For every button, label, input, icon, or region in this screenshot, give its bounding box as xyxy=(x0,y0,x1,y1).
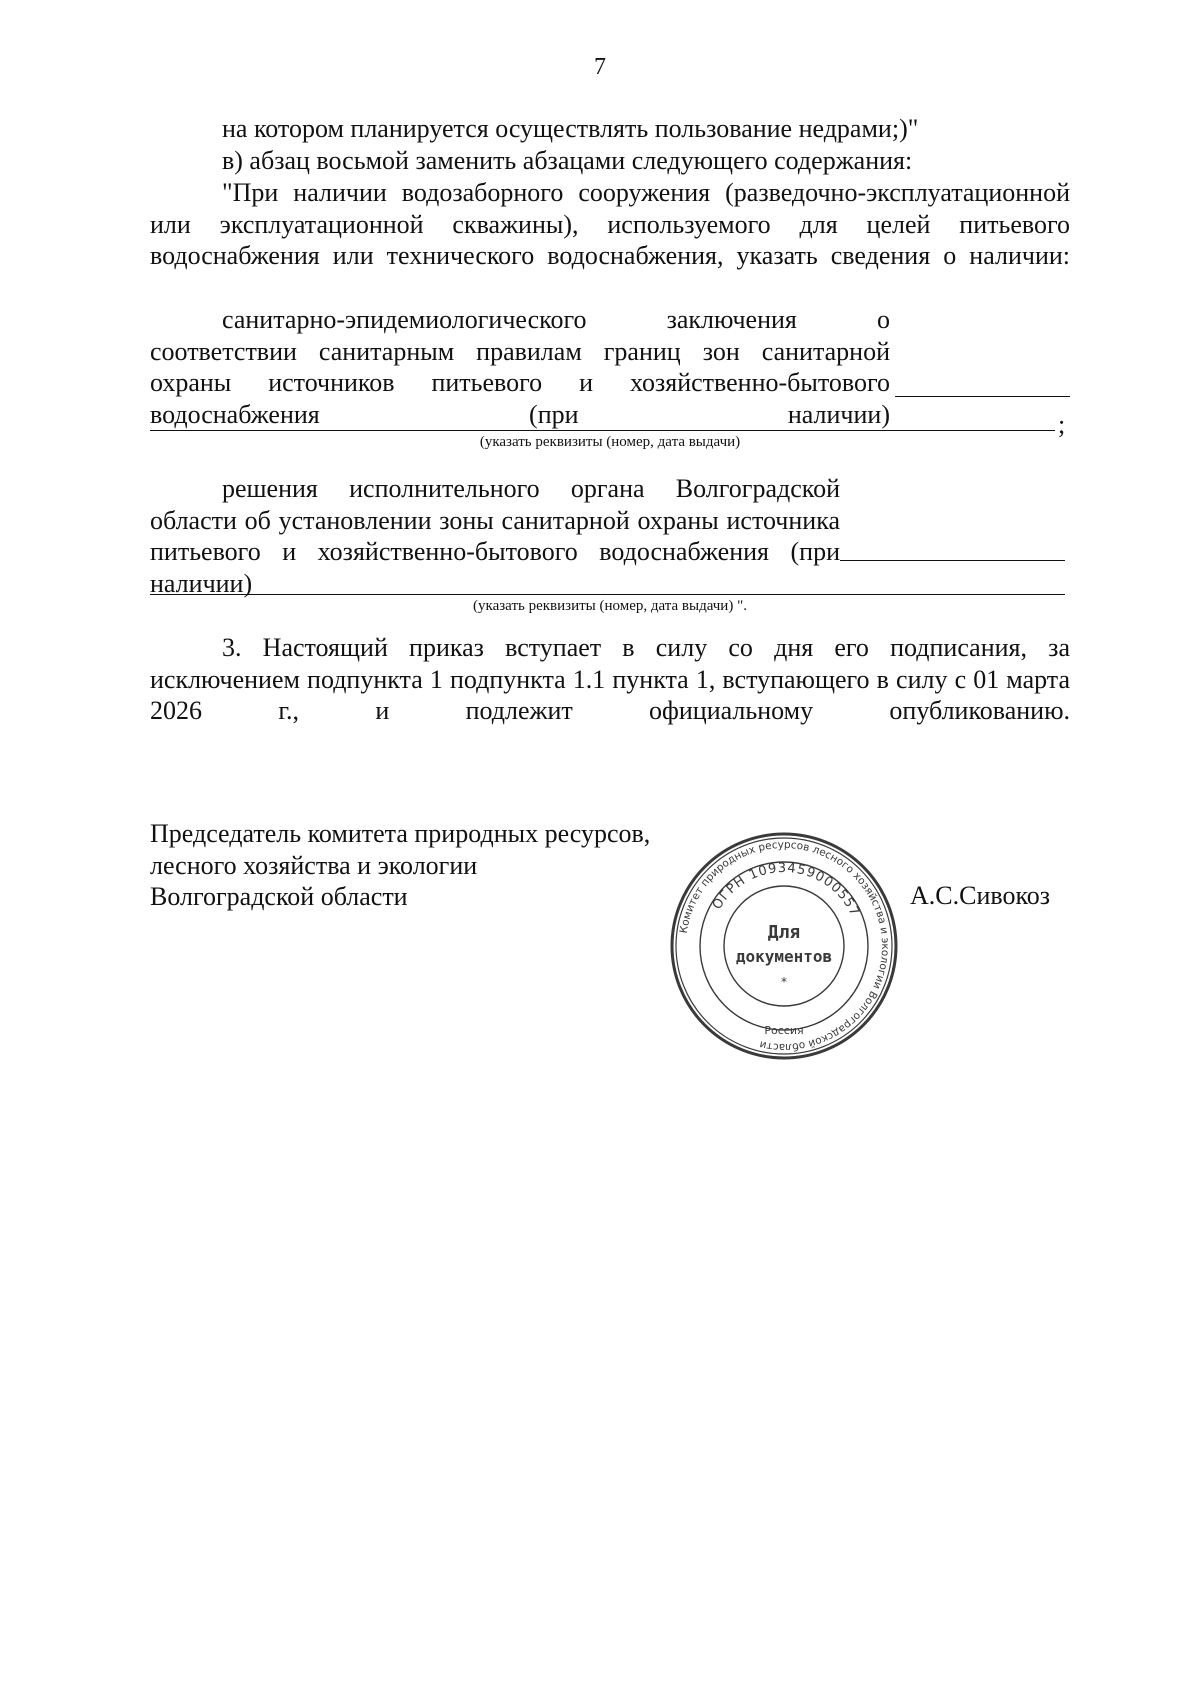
stamp-center-line1: Для xyxy=(767,922,801,943)
paragraph-executive-decision: решения исполнительного органа Волгоградской области об установлении зоны санитарной охраны источника питьевого и хозяйственно-бытового водоснабжения (при наличии) xyxy=(150,474,840,598)
field-caption: (указать реквизиты (номер, дата выдачи) ". xyxy=(473,598,747,614)
stamp-outer-text: Комитет природных ресурсов лесного хозяйства и экологии Волгоградской области xyxy=(677,838,892,1054)
position-line: лесного хозяйства и экологии xyxy=(150,850,478,880)
paragraph-continuation xyxy=(150,113,1070,145)
stamp-star-icon: * xyxy=(781,975,787,989)
text-line: в) абзац восьмой заменить абзацами следующего содержания: xyxy=(222,146,913,175)
page-number: 7 xyxy=(594,54,606,80)
field-caption: (указать реквизиты (номер, дата выдачи) xyxy=(479,434,741,450)
signatory-position xyxy=(150,818,650,913)
text-line: на котором планируется осуществлять пользование недрами;)" xyxy=(222,114,919,143)
position-line: Председатель комитета природных ресурсов, xyxy=(150,819,651,848)
signatory-name: А.С.Сивокоз xyxy=(910,881,1051,910)
paragraph-effective-date: 3. Настоящий приказ вступает в силу со дня его подписания, за исключением подпункта 1 подпункта 1.1 пункта 1, вступающего в силу с 01 марта 2026 г., и подлежит официальному опубликованию. xyxy=(150,633,1070,725)
paragraph-subitem xyxy=(150,145,1070,177)
fill-in-line xyxy=(150,430,1055,431)
position-line: Волгоградской области xyxy=(150,882,408,911)
paragraph-sanitary-conclusion: санитарно-эпидемиологического заключения о соответствии санитарным правилам границ зон санитарной охраны источников питьевого и хозяйственно-бытового водоснабжения (при наличии) xyxy=(150,305,890,429)
paragraph-well-info: "При наличии водозаборного сооружения (разведочно-эксплуатационной или эксплуатационной скважины), используемого для целей питьевого водоснабжения или технического водоснабжения, указать сведения о наличии: xyxy=(150,178,1070,270)
stamp-inner-text: ОГРН 1093459000557 xyxy=(709,860,863,920)
official-stamp xyxy=(668,830,900,1062)
fill-in-line xyxy=(840,560,1065,561)
stamp-center-line2: документов xyxy=(735,947,833,966)
fill-in-line xyxy=(895,396,1070,397)
fill-in-line xyxy=(150,594,1065,595)
punctuation: ; xyxy=(1058,410,1066,439)
stamp-bottom-text: Россия xyxy=(764,1024,804,1037)
